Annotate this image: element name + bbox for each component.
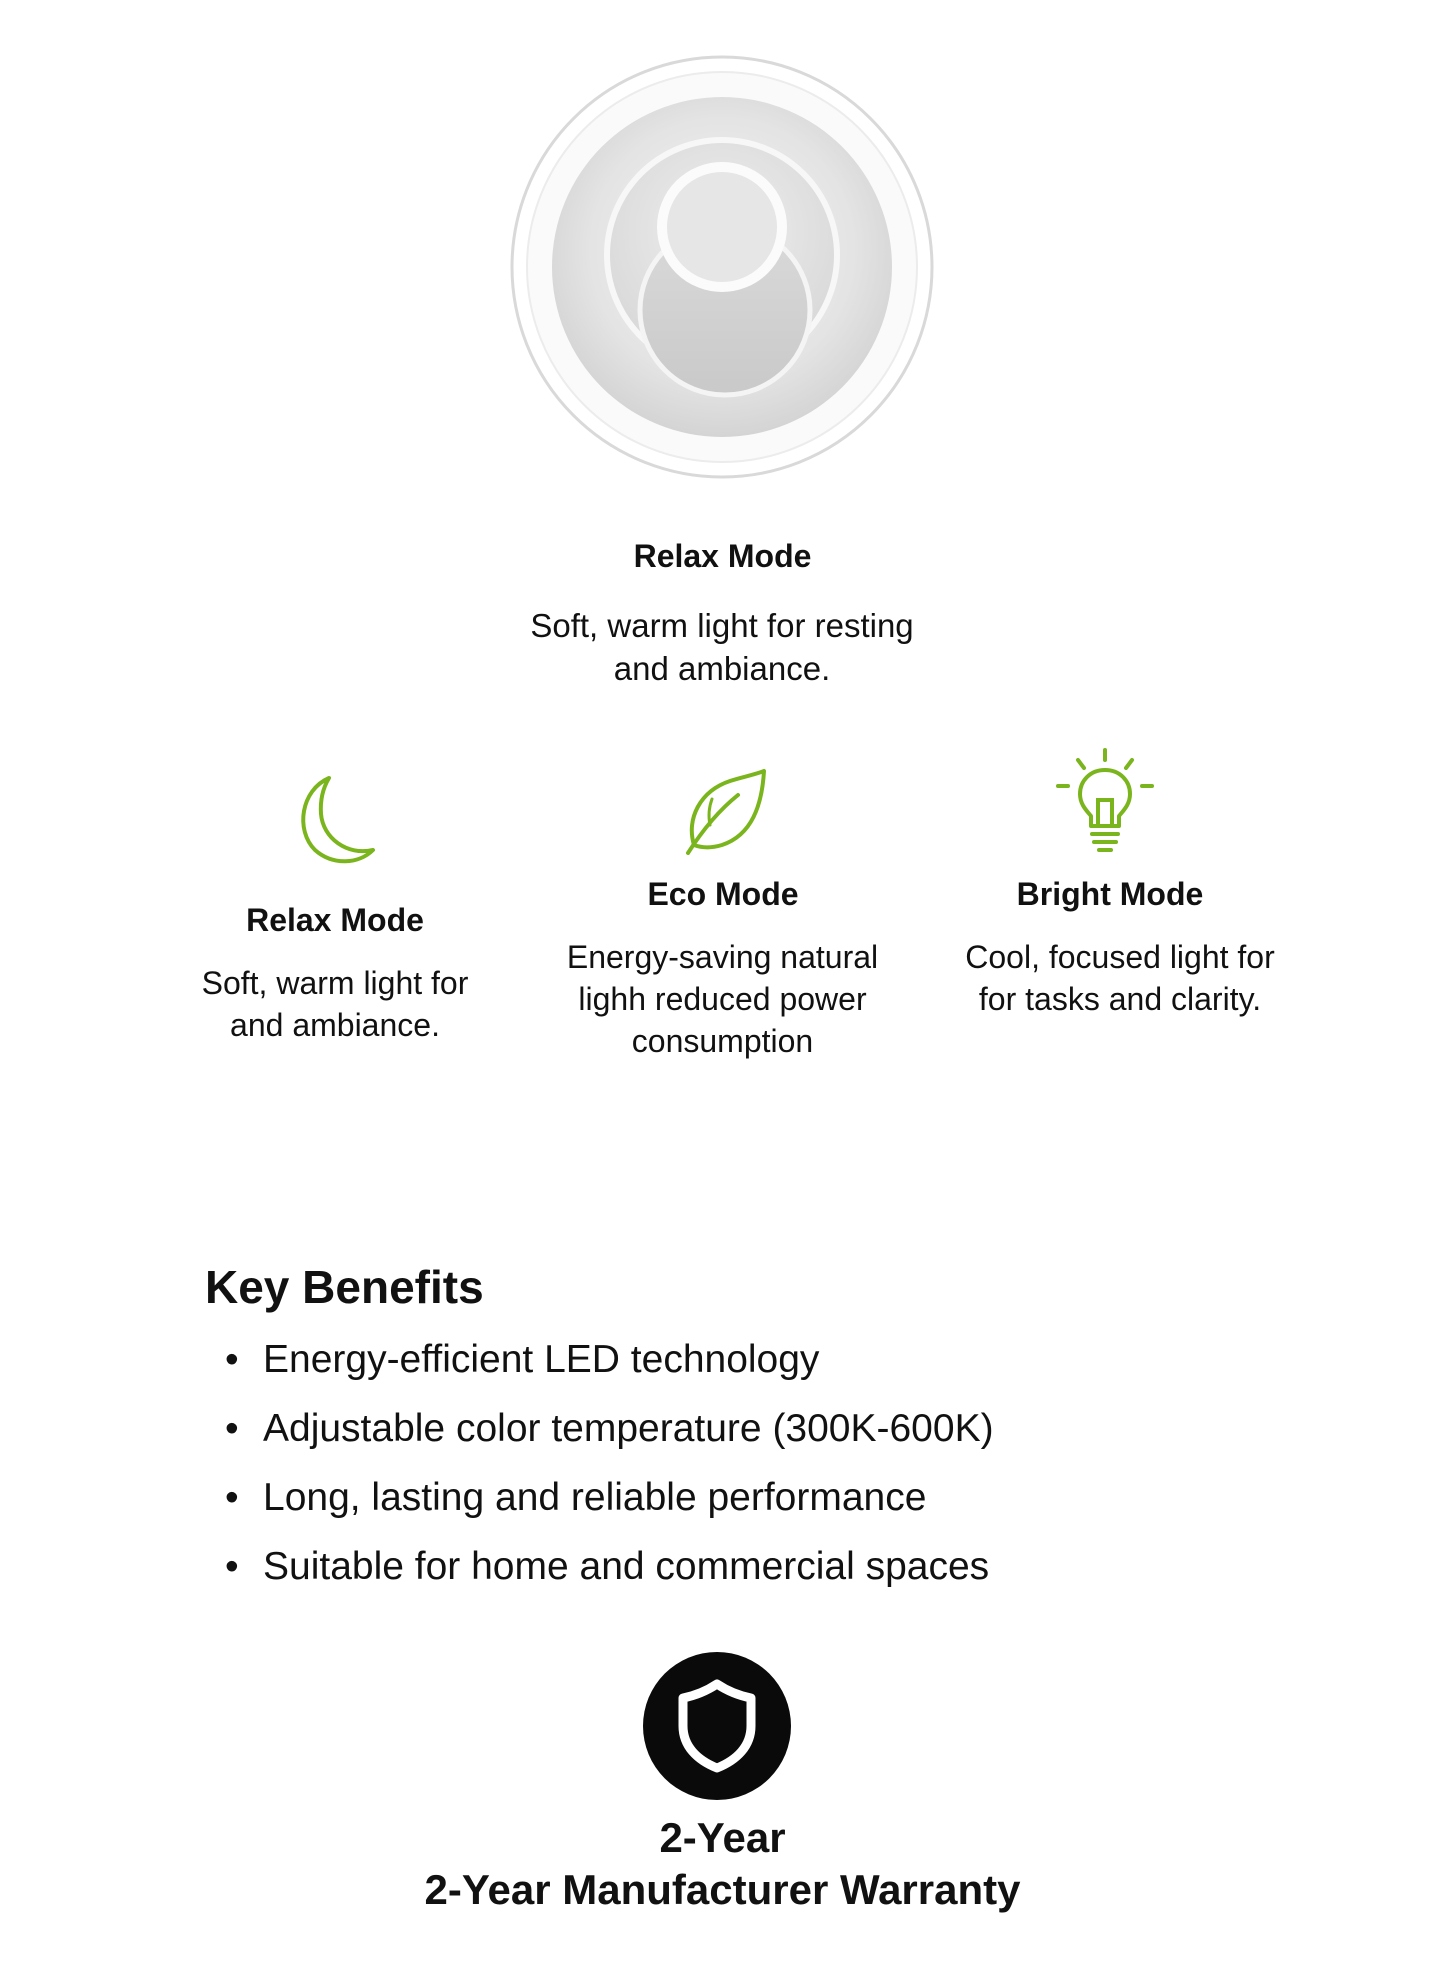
hero-description (472, 604, 972, 690)
eco-mode-description (530, 936, 915, 1062)
description-line: consumption (631, 1023, 814, 1059)
description-line: Cool, focused light for (965, 939, 1275, 975)
moon-icon (289, 772, 379, 870)
list-item (225, 1470, 994, 1539)
list-item (225, 1401, 994, 1470)
list-item (225, 1332, 994, 1401)
bright-mode-description (940, 936, 1300, 1020)
benefit-text: Energy-efficient LED technology (263, 1338, 820, 1381)
relax-mode-description (150, 962, 520, 1046)
description-line: and ambiance. (230, 1007, 440, 1043)
hero-description-line: Soft, warm light for resting (530, 607, 914, 644)
description-line: Soft, warm light for (201, 965, 469, 1001)
hero-title: Relax Mode (633, 538, 812, 574)
description-line: lighh reduced power (578, 981, 867, 1017)
eco-mode-title: Eco Mode (647, 876, 799, 912)
bullet: • (225, 1338, 239, 1381)
leaf-icon (680, 765, 770, 855)
bullet: • (225, 1545, 239, 1588)
key-benefits-title: Key Benefits (205, 1261, 484, 1313)
lightbulb-icon (1054, 748, 1156, 856)
bright-mode-title: Bright Mode (1016, 876, 1204, 912)
relax-mode-title: Relax Mode (246, 902, 424, 938)
product-image (510, 55, 935, 480)
hero-description-line: and ambiance. (613, 650, 831, 687)
description-line: for tasks and clarity. (978, 981, 1262, 1017)
benefit-text: Suitable for home and commercial spaces (263, 1545, 990, 1588)
warranty-heading: 2-Year (659, 1814, 786, 1861)
key-benefits-list (225, 1332, 994, 1608)
shield-icon (677, 1678, 757, 1774)
list-item (225, 1539, 994, 1608)
warranty-text: 2-Year Manufacturer Warranty (424, 1866, 1021, 1913)
benefit-text: Long, lasting and reliable performance (263, 1476, 927, 1519)
bullet: • (225, 1476, 239, 1519)
description-line: Energy-saving natural (566, 939, 879, 975)
benefit-text: Adjustable color temperature (300K-600K) (263, 1407, 994, 1450)
warranty-badge (643, 1652, 791, 1800)
bullet: • (225, 1407, 239, 1450)
